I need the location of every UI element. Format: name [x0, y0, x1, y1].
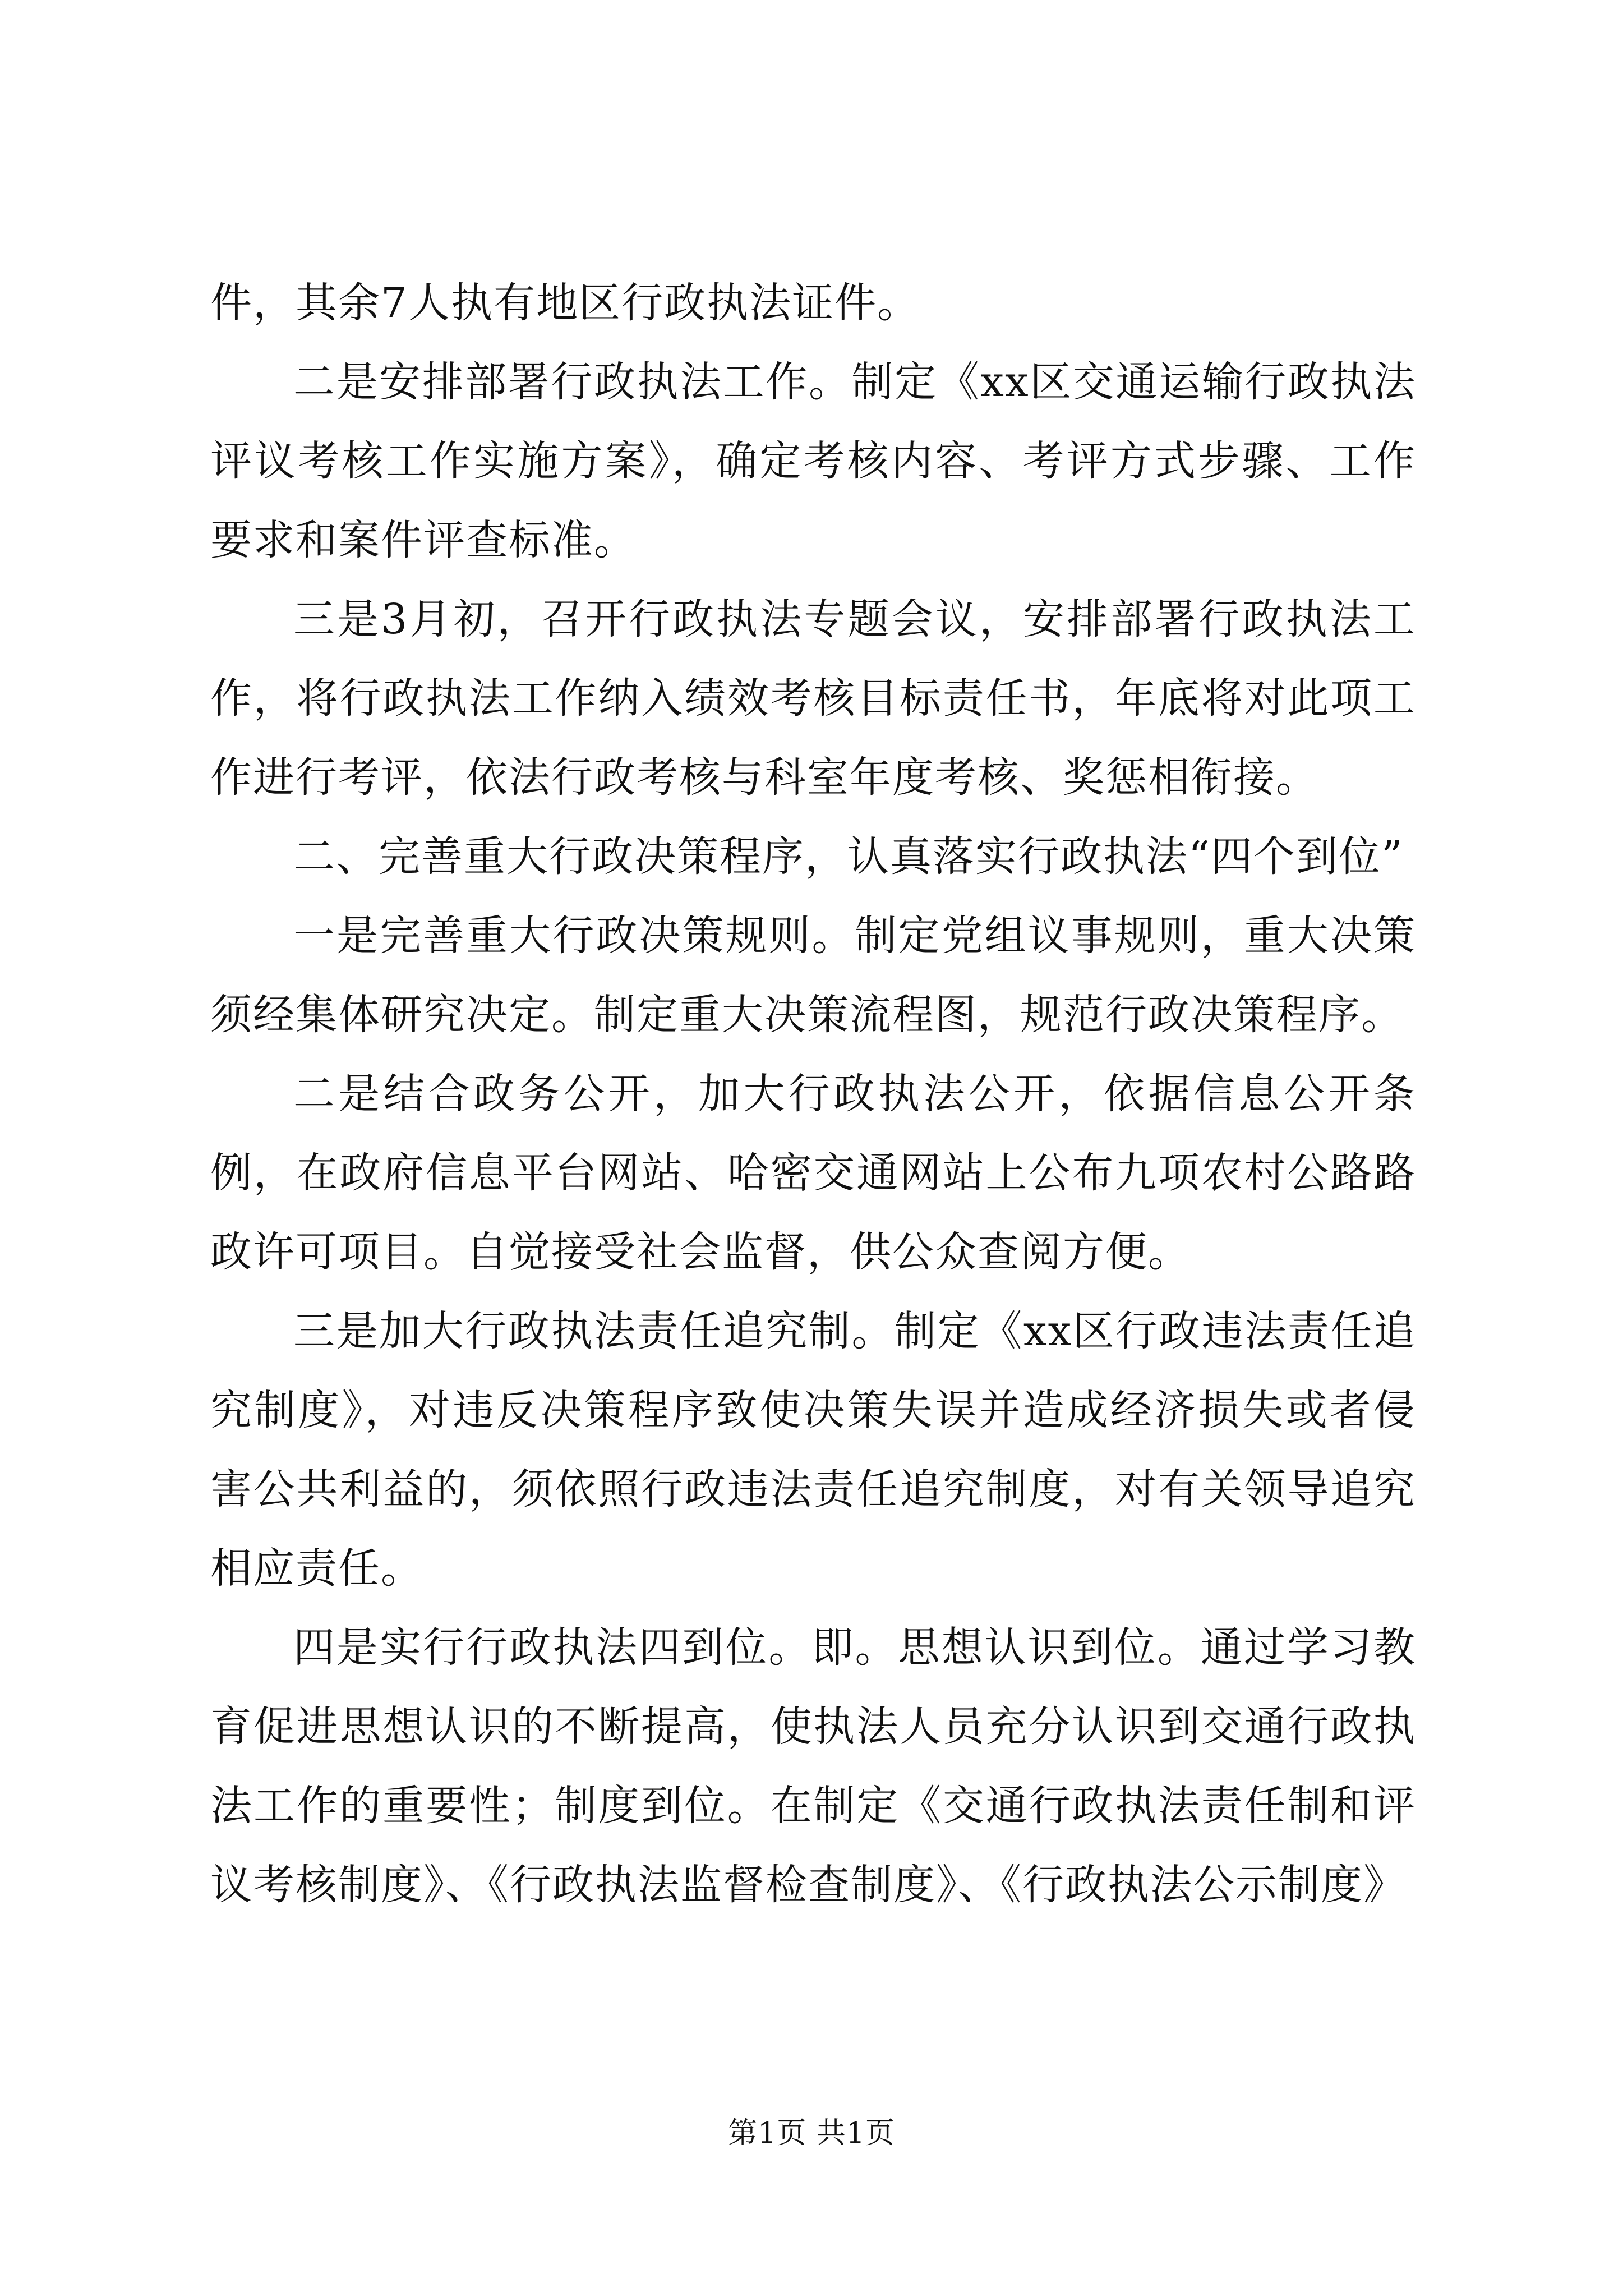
- section-heading: 二、完善重大行政决策程序，认真落实行政执法“四个到位”: [293, 832, 1404, 881]
- paragraph: 二是安排部署行政执法工作。制定《xx区交通运输行政执法评议考核工作实施方案》，确定考核内容、考评方式步骤、工作要求和案件评查标准。: [210, 358, 1416, 564]
- paragraph: 二是结合政务公开，加大行政执法公开，依据信息公开条例，在政府信息平台网站、哈密交通网站上公布九项农村公路路政许可项目。自觉接受社会监督，供公众查阅方便。: [210, 1070, 1416, 1276]
- page-footer: 第1页 共1页: [728, 2116, 895, 2150]
- paragraph: 四是实行行政执法四到位。即。思想认识到位。通过学习教育促进思想认识的不断提高，使执法人员充分认识到交通行政执法工作的重要性；制度到位。在制定《交通行政执法责任制和评议考核制度》、《行政执法监督检查制度》、《行政执法公示制度》: [210, 1623, 1416, 1909]
- paragraph-continuation: 件，其余7人执有地区行政执法证件。: [210, 279, 920, 327]
- paragraph: 三是加大行政执法责任追究制。制定《xx区行政违法责任追究制度》，对违反决策程序致使决策失误并造成经济损失或者侵害公共利益的，须依照行政违法责任追究制度，对有关领导追究相应责任。: [210, 1307, 1416, 1593]
- paragraph: 一是完善重大行政决策规则。制定党组议事规则，重大决策须经集体研究决定。制定重大决策流程图，规范行政决策程序。: [210, 912, 1416, 1039]
- document-body: [210, 264, 1416, 1925]
- paragraph: 三是3月初，召开行政执法专题会议，安排部署行政执法工作，将行政执法工作纳入绩效考核目标责任书，年底将对此项工作进行考评，依法行政考核与科室年度考核、奖惩相衔接。: [210, 595, 1416, 802]
